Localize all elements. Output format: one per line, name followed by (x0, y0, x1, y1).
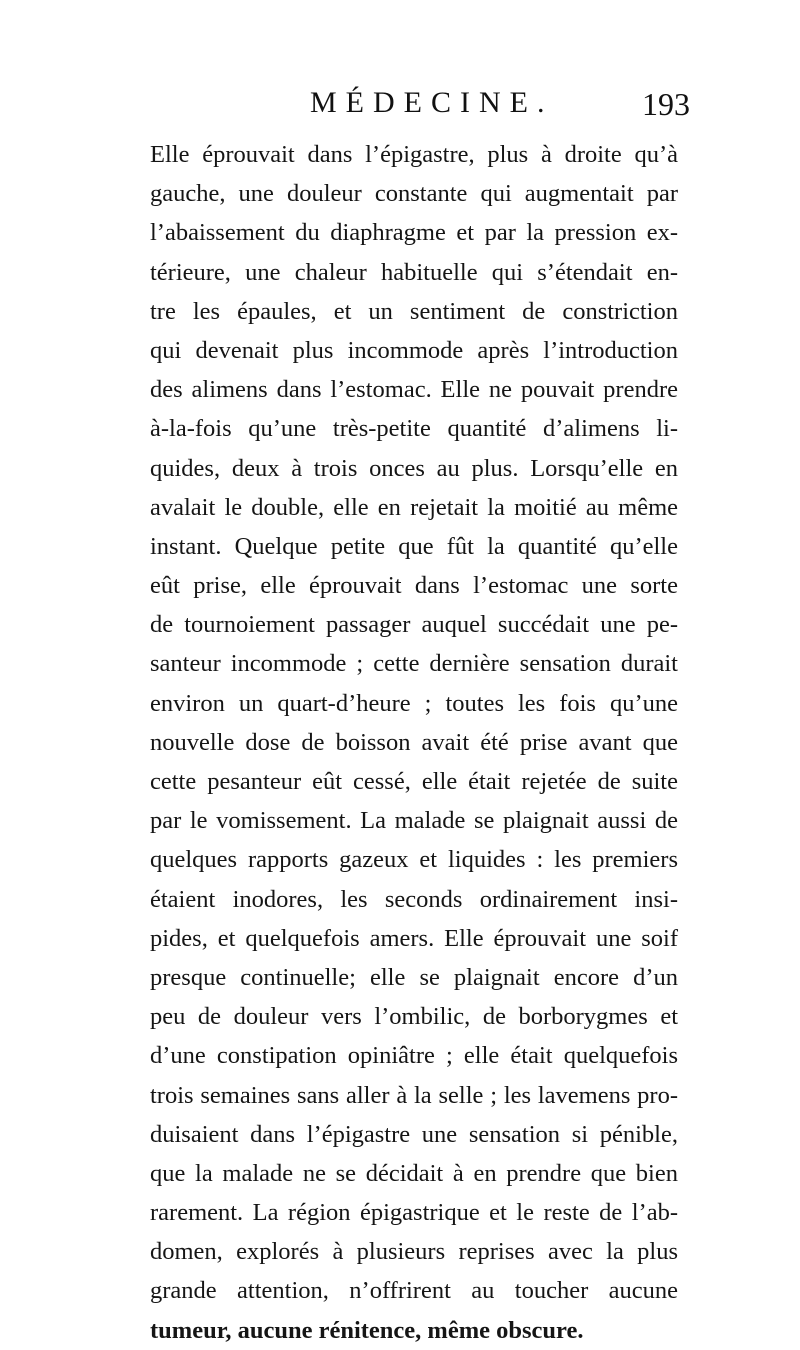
text-line: nouvelle dose de boisson avait été prise avant que (150, 728, 678, 756)
text-line: avalait le double, elle en rejetait la moitié au même (150, 493, 678, 521)
body-text (150, 135, 678, 1350)
running-head (150, 86, 690, 126)
text-line: d’une constipation opiniâtre ; elle était quelquefois (150, 1042, 678, 1070)
text-line: pides, et quelquefois amers. Elle éprouvait une soif (150, 924, 678, 952)
text-line: domen, explorés à plusieurs reprises avec la plus (150, 1238, 678, 1266)
text-line: presque continuelle; elle se plaignait encore d’un (150, 963, 678, 991)
text-line: eût prise, elle éprouvait dans l’estomac une sorte (150, 572, 678, 600)
text-line: par le vomissement. La malade se plaignait aussi de (150, 807, 678, 835)
text-line: tre les épaules, et un sentiment de constriction (150, 297, 678, 325)
text-line: quides, deux à trois onces au plus. Lorsqu’elle en (150, 454, 678, 482)
text-line: tumeur, aucune rénitence, même obscure. (150, 1316, 584, 1344)
text-line: que la malade ne se décidait à en prendre que bien (150, 1159, 678, 1187)
text-line: Elle éprouvait dans l’épigastre, plus à droite qu’à (150, 141, 678, 168)
text-line: étaient inodores, les seconds ordinairement insi- (150, 885, 678, 913)
page-number: 193 (642, 86, 690, 122)
text-line: trois semaines sans aller à la selle ; les lavemens pro- (150, 1081, 678, 1109)
text-line: cette pesanteur eût cessé, elle était rejetée de suite (150, 768, 678, 795)
text-line: environ un quart-d’heure ; toutes les fois qu’une (150, 689, 678, 717)
text-line: instant. Quelque petite que fût la quantité qu’elle (150, 532, 678, 560)
text-line: à-la-fois qu’une très-petite quantité d’alimens li- (150, 415, 678, 443)
text-line: térieure, une chaleur habituelle qui s’étendait en- (150, 258, 678, 286)
text-line: gauche, une douleur constante qui augmentait par (150, 180, 678, 208)
text-line: qui devenait plus incommode après l’introduction (150, 336, 678, 364)
text-line: l’abaissement du diaphragme et par la pression ex- (150, 219, 678, 247)
text-line: duisaient dans l’épigastre une sensation si pénible, (150, 1120, 678, 1148)
text-line: grande attention, n’offrirent au toucher aucune (150, 1277, 678, 1305)
text-line: santeur incommode ; cette dernière sensation durait (150, 650, 678, 678)
text-line: quelques rapports gazeux et liquides : les premiers (150, 846, 678, 874)
text-line: des alimens dans l’estomac. Elle ne pouvait prendre (150, 376, 678, 404)
text-line: rarement. La région épigastrique et le reste de l’ab- (150, 1199, 678, 1227)
running-title: MÉDECINE. (310, 86, 554, 119)
text-line: peu de douleur vers l’ombilic, de borborygmes et (150, 1003, 678, 1031)
text-line: de tournoiement passager auquel succédait une pe- (150, 611, 678, 639)
